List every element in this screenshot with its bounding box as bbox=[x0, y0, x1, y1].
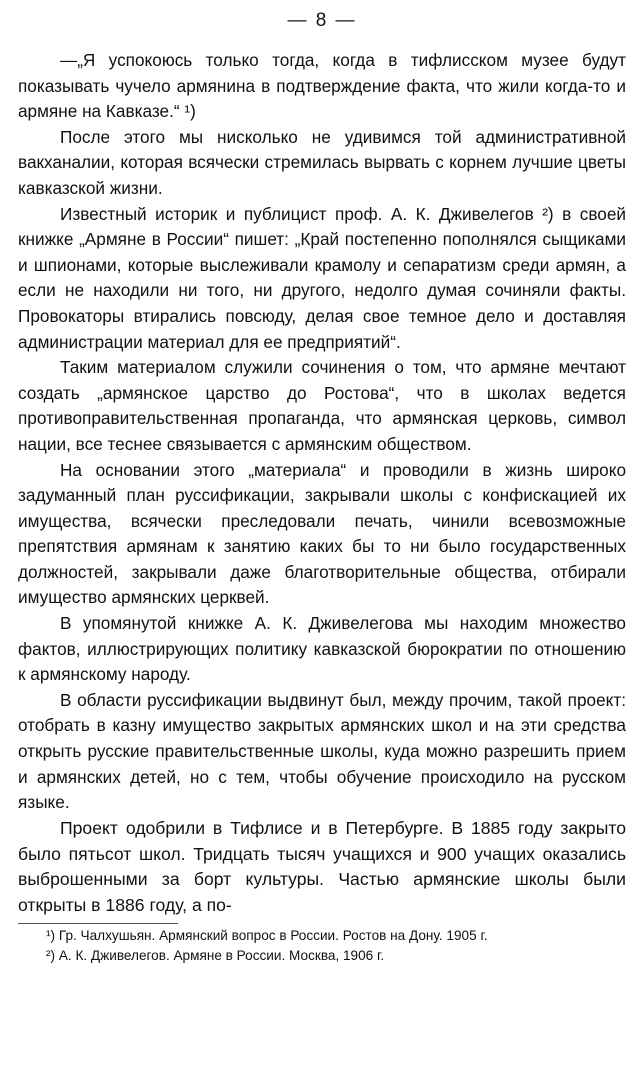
paragraph-3: Известный историк и публицист проф. А. К. Дживелегов ²) в своей книжке „Армяне в России“ пишет: „Край постепенно пополнялся сыщиками и шпионами, которые выслеживали крамолу и сепаратизм среди армян, а если не находили ни того, ни другого, недолго думая сочиняли факты. Провокаторы втирались повсюду, делая свое темное дело и доставляя администрации материал для ее предприятий“. bbox=[18, 203, 626, 352]
paragraph-8: Проект одобрили в Тифлисе и в Петербурге. В 1885 году закрыто было пятьсот школ. Тридцать тысяч учащихся и 900 учащих оказались выброшенными за борт культуры. Частью армянские школы были открыты в 1886 году, а по- bbox=[18, 817, 626, 916]
paragraph-1 bbox=[18, 48, 626, 125]
paragraph-5: На основании этого „материала“ и проводили в жизнь широко задуманный план руссификации, закрывали школы с конфискацией их имущества, всячески преследовали печать, чинили всевозможные препятствия армянам к занятию каких бы то ни было государственных должностей, закрывали даже благотворительные общества, отбирали имущество армянских церквей. bbox=[18, 459, 626, 608]
footnote-ref-1: ¹) bbox=[184, 101, 196, 122]
paragraph-1-text: —„Я успокоюсь только тогда, когда в тифлисском музее будут показывать чучело армянина в подтверждение факта, что жили когда-то и армяне на Кавказе.“ bbox=[18, 50, 626, 122]
footnote-2-text: А. К. Дживелегов. Армяне в России. Москва, 1906 г. bbox=[58, 948, 385, 963]
footnote-2-marker: ²) bbox=[46, 948, 56, 963]
document-page bbox=[18, 8, 626, 1068]
footnote-1-text: Гр. Чалхушьян. Армянский вопрос в России. Ростов на Дону. 1905 г. bbox=[58, 928, 488, 943]
paragraph-6: В упомянутой книжке А. К. Дживелегова мы находим множество фактов, иллюстрирующих политику кавказской бюрократии по отношению к армянскому народу. bbox=[18, 613, 626, 685]
paragraph-4: Таким материалом служили сочинения о том, что армяне мечтают создать „армянское царство до Ростова“, что в школах ведется противоправительственная пропаганда, что армянская церковь, символ нации, все теснее связывается с армянским обществом. bbox=[18, 357, 626, 454]
footnote-1-marker: ¹) bbox=[46, 928, 56, 943]
footnote-separator bbox=[18, 923, 178, 924]
footnote-1 bbox=[18, 926, 626, 946]
page-number: — 8 — bbox=[287, 10, 357, 31]
paragraph-2: После этого мы нисколько не удивимся той административной вакханалии, которая всячески стремилась вырвать с корнем лучшие цветы кавказской жизни. bbox=[18, 126, 626, 198]
footnote-2 bbox=[18, 946, 626, 966]
paragraph-7: В области руссификации выдвинут был, между прочим, такой проект: отобрать в казну имущество закрытых армянских школ и на эти средства открыть русские правительственные школы, куда можно разрешить прием и армянских детей, но с тем, чтобы обучение происходило на русском языке. bbox=[18, 689, 626, 813]
